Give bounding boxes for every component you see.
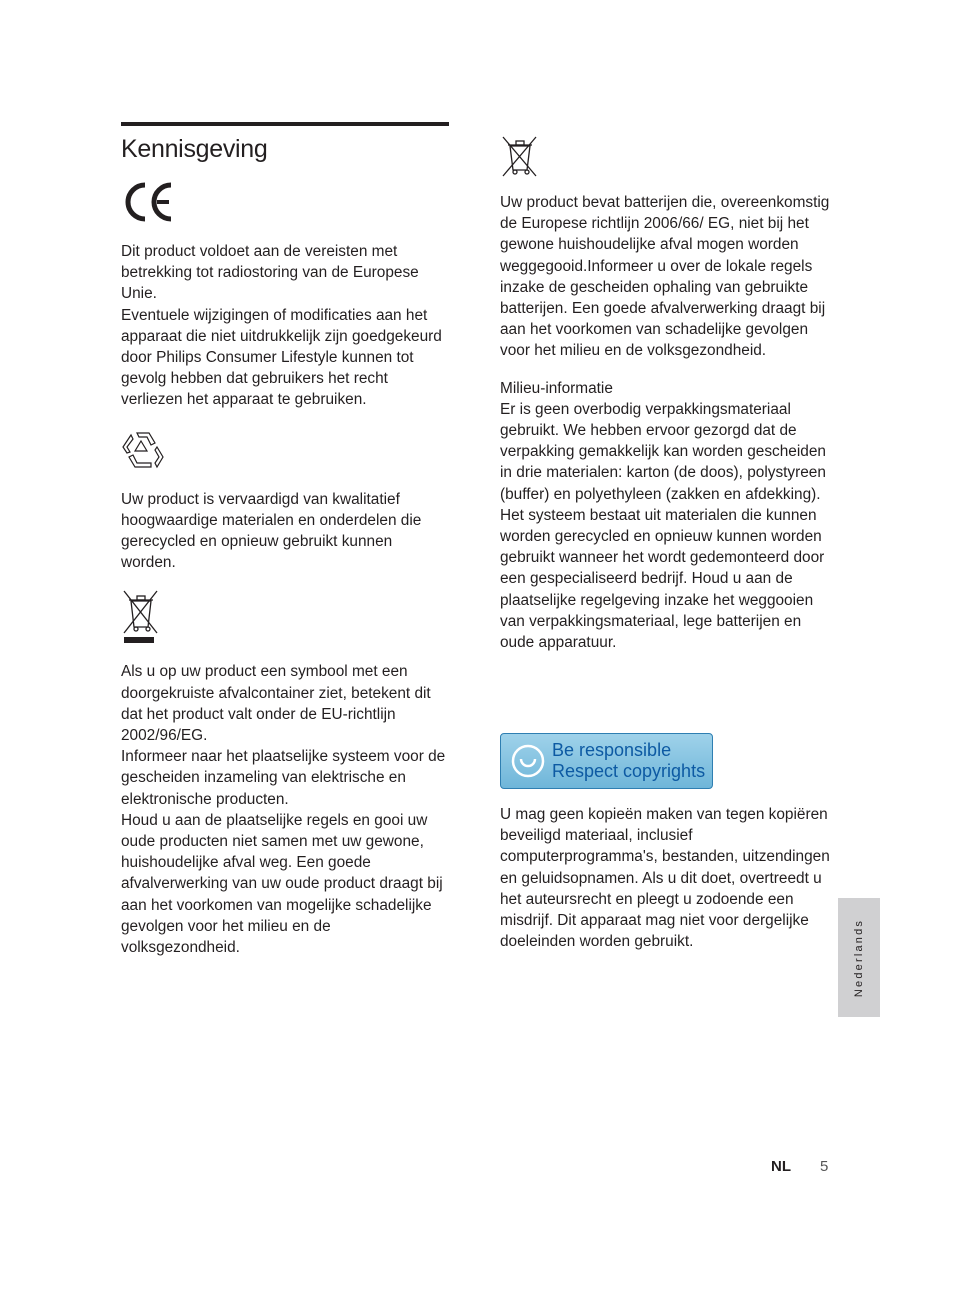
ce-mark-icon bbox=[121, 179, 177, 225]
env-heading: Milieu-informatie bbox=[500, 379, 613, 397]
footer-language-code: NL bbox=[771, 1158, 791, 1175]
battery-paragraph: Uw product bevat batterijen die, overeenkomstig de Europese richtlijn 2006/66/ EG, niet bij het gewone huishoudelijke afval mogen worden weggegooid.Informeer u over de lokale regels inzake de gescheiden ophaling van gebruikte batterijen. Een goede afvalverwerking draagt bij aan het voorkomen van schadelijke gevolgen voor het milieu en de volksgezondheid. bbox=[500, 194, 830, 360]
badge-line-1: Be responsible bbox=[552, 740, 672, 760]
language-side-tab bbox=[838, 898, 880, 1017]
recycle-icon bbox=[121, 427, 165, 471]
recycle-paragraph: Uw product is vervaardigd van kwalitatief hoogwaardige materialen en onderdelen die gerecycled en opnieuw gebruikt kunnen worden. bbox=[121, 490, 422, 572]
right-column bbox=[500, 136, 832, 653]
battery-crossed-bin-icon bbox=[500, 136, 540, 178]
left-column bbox=[121, 122, 449, 958]
badge-line-2: Respect copyrights bbox=[552, 761, 706, 781]
page-title: Kennisgeving bbox=[121, 135, 268, 163]
weee-text bbox=[121, 661, 449, 958]
ce-paragraph-1: Dit product voldoet aan de vereisten met betrekking tot radiostoring van de Europese Unie. bbox=[121, 243, 419, 303]
crossed-bin-icon bbox=[121, 589, 161, 645]
env-paragraph-1: Er is geen overbodig verpakkingsmateriaal gebruikt. We hebben ervoor gezorgd dat de verpakking gemakkelijk kan worden gescheiden in drie materialen: karton (de doos), polystyreen (buffer) en polyethyleen (zakken en afdekking). bbox=[500, 400, 826, 503]
ce-text bbox=[121, 241, 449, 411]
copyright-paragraph: U mag geen kopieën maken van tegen kopiëren beveiligd materiaal, inclusief computerprogramma's, bestanden, uitzendingen en geluidsopnamen. Als u dit doet, overtreedt u het auteursrecht en pleegt u zodoende een misdrijf. Dit apparaat mag niet voor dergelijke doeleinden worden gebruikt. bbox=[500, 806, 830, 951]
title-rule bbox=[121, 122, 449, 126]
side-tab-label: Nederlands bbox=[853, 918, 865, 997]
footer-page-number: 5 bbox=[820, 1158, 829, 1175]
weee-paragraph-3: Houd u aan de plaatselijke regels en gooi uw oude producten niet samen met uw gewone, huishoudelijke afval weg. Een goede afvalverwerking van uw oude product draagt bij aan het voorkomen van mogelijke schadelijke gevolgen voor het milieu en de volksgezondheid. bbox=[121, 811, 443, 957]
ce-paragraph-2: Eventuele wijzigingen of modificaties aan het apparaat die niet uitdrukkelijk zijn goedgekeurd door Philips Consumer Lifestyle kunnen tot gevolg hebben dat gebruikers het recht verliezen het apparaat te gebruiken. bbox=[121, 306, 442, 409]
weee-paragraph-2: Informeer naar het plaatselijke systeem voor de gescheiden inzameling van elektrische en elektronische producten. bbox=[121, 748, 446, 808]
copyright-badge-icon bbox=[511, 744, 545, 778]
env-paragraph-2: Het systeem bestaat uit materialen die kunnen worden gerecycled en opnieuw kunnen worden gebruikt wanneer het wordt gedemonteerd door een gespecialiseerd bedrijf. Houd u aan de plaatselijke regelgeving inzake het weggooien van verpakkingsmateriaal, lege batterijen en oude apparatuur. bbox=[500, 506, 825, 652]
copyright-badge bbox=[500, 733, 713, 789]
weee-paragraph-1: Als u op uw product een symbool met een doorgekruiste afvalcontainer ziet, betekent dit dat het product valt onder de EU-richtlijn 2002/96/EG. bbox=[121, 663, 431, 745]
